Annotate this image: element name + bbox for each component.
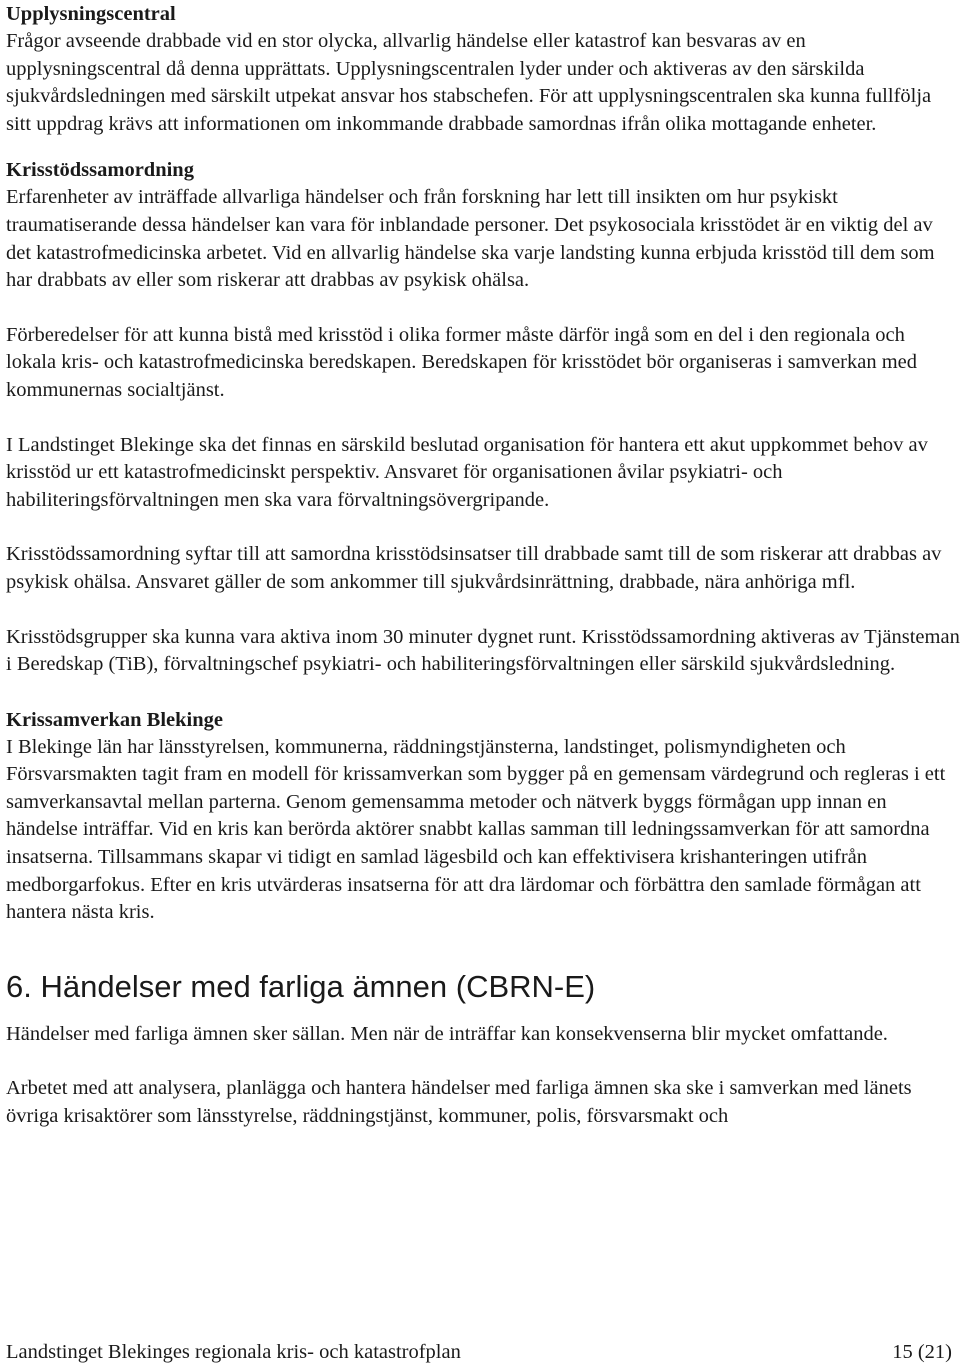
paragraph-krisstod-4: Krisstödssamordning syftar till att samordna krisstödsinsatser till drabbade samt till de som riskerar att drabbas av psykisk ohälsa. Ansvaret gäller de som ankommer till sjukvårdsinrättning, drabbade, nära anhöriga mfl. [6,543,942,593]
paragraph-krisstod-5: Krisstödsgrupper ska kunna vara aktiva inom 30 minuter dygnet runt. Krisstödssamordning aktiveras av Tjänsteman i Beredskap (TiB), förvaltningschef psykiatri- och habiliteringsförvaltningen eller särskild sjukvårdsledning. [6,625,960,676]
paragraph-chapter6-2: Arbetet med att analysera, planlägga och hantera händelser med farliga ämnen ska ske i samverkan med länets övriga krisaktörer som länsstyrelse, räddningstjänst, kommuner, polis, försvarsmakt och [6,1077,912,1128]
footer-title: Landstinget Blekinges regionala kris- och katastrofplan [6,1341,461,1363]
page-number: 15 (21) [892,1341,952,1363]
paragraph-krissamverkan: I Blekinge län har länsstyrelsen, kommunerna, räddningstjänsterna, landstinget, polismyndigheten och Försvarsmakten tagit fram en modell för krissamverkan som bygger på en gemensam värdegrund och regleras i ett samverkansavtal mellan parterna. Genom gemensamma metoder och nätverk byggs förmågan upp innan en händelse inträffar. Vid en kris kan berörda aktörer snabbt kallas samman till ledningssamverkan för att samordna insatserna. Tillsammans skapar vi tidigt en samlad lägesbild och kan effektivisera krishanteringen utifrån medborgarfokus. Efter en kris utvärderas insatserna för att dra lärdomar och förbättra den samlade förmågan att hantera nästa kris. [6,735,946,924]
heading-krisstodssamordning: Krisstödssamordning [6,159,194,182]
paragraph-upplysningscentral: Frågor avseende drabbade vid en stor olycka, allvarlig händelse eller katastrof kan besvaras av en upplysningscentral då denna upprättats. Upplysningscentralen lyder under och aktiveras av den särskilda sjukvårdsledningen med särskilt utpekat ansvar hos stabschefen. För att upplysningscentralen ska kunna fullfölja sitt uppdrag krävs att informationen om inkommande drabbade samordnas ifrån olika mottagande enheter. [6,30,932,135]
heading-krissamverkan: Krissamverkan Blekinge [6,708,223,731]
heading-upplysningscentral: Upplysningscentral [6,3,176,25]
paragraph-krisstod-2: Förberedelser för att kunna bistå med krisstöd i olika former måste därför ingå som en del i den regionala och lokala kris- och katastrofmedicinska beredskapen. Beredskapen för krisstödet bör organiseras i samverkan med kommunernas socialtjänst. [6,323,918,401]
paragraph-krisstod-3: I Landstinget Blekinge ska det finnas en särskild beslutad organisation för hantera ett akut uppkommet behov av krisstöd ur ett katastrofmedicinskt perspektiv. Ansvaret för organisationen åvilar psykiatri- och habiliteringsförvaltningen men ska vara förvaltningsövergripande. [6,433,928,511]
chapter-heading: 6. Händelser med farliga ämnen (CBRN-E) [6,968,596,1004]
document-page [6,0,960,1131]
page-footer [6,1338,952,1366]
paragraph-chapter6-1: Händelser med farliga ämnen sker sällan. Men när de inträffar kan konsekvenserna blir mycket omfattande. [6,1022,888,1045]
paragraph-krisstod-1: Erfarenheter av inträffade allvarliga händelser och från forskning har lett till insikten om hur psykiskt traumatiserande dessa händelser kan vara för inblandade personer. Det psykosociala krisstödet är en viktig del av det katastrofmedicinska arbetet. Vid en allvarlig händelse ska varje landsting kunna erbjuda krisstöd till dem som har drabbats av eller som riskerar att drabbas av psykisk ohälsa. [6,186,935,292]
